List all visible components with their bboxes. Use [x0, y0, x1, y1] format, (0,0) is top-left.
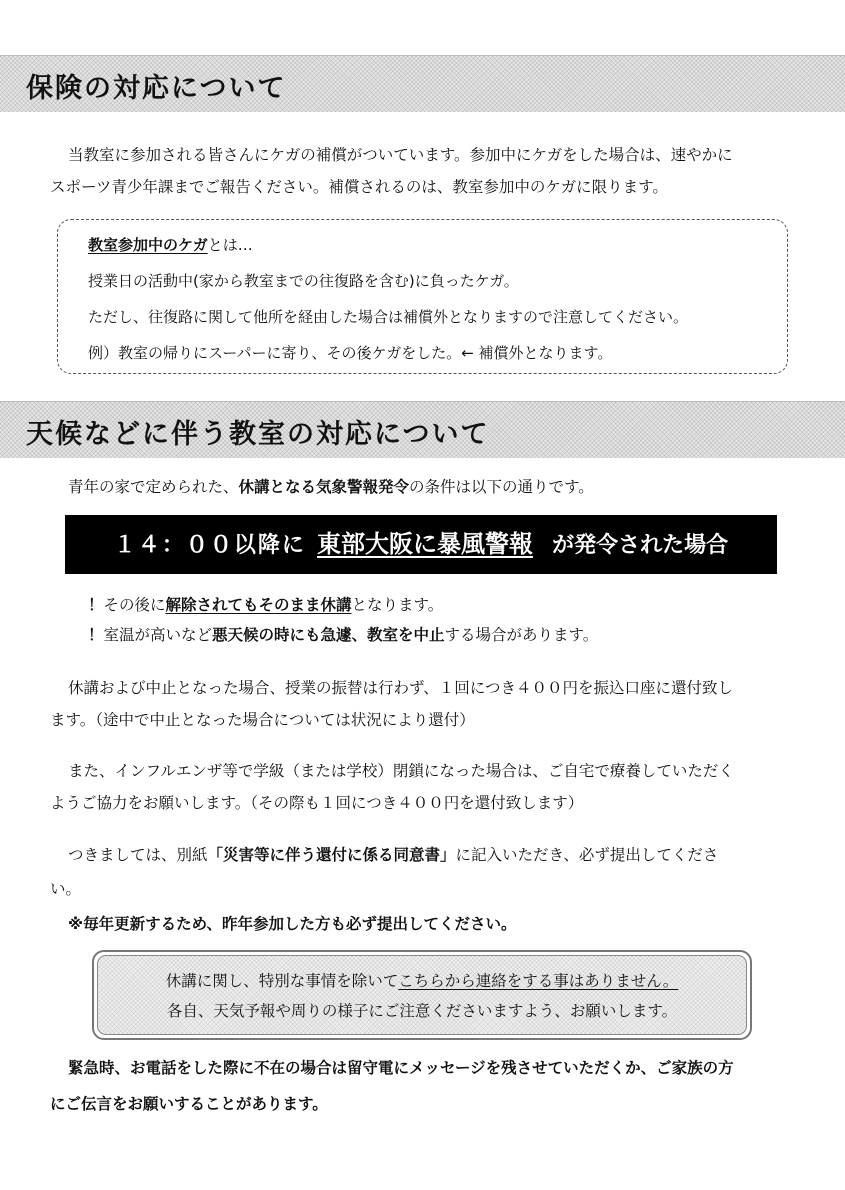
no-contact-notice-inner — [97, 955, 747, 1035]
coverage-definition-title — [88, 234, 253, 255]
insurance-paragraph-line1: 当教室に参加される皆さんにケガの補償がついています。参加中にケガをした場合は、速やかに — [68, 146, 733, 164]
note2-emphasis: 悪天候の時にも急遽、教室を中止 — [212, 626, 445, 644]
note2-text-a: 室温が高いなど — [103, 626, 213, 644]
banner-time: １４：００以降に — [113, 533, 306, 558]
note-sudden-cancellation — [88, 620, 598, 651]
insurance-paragraph-line2: スポーツ青少年課までご報告ください。補償されるのは、教室参加中のケガに限ります。 — [50, 178, 668, 196]
banner-area-warning: 東部大阪に暴風警報 — [317, 530, 533, 558]
coverage-definition-box — [57, 219, 788, 374]
banner-condition: が発令された場合 — [552, 533, 729, 558]
refund-paragraph-line1: 休講および中止となった場合、授業の振替は行わず、１回につき４００円を振込口座に還付致し — [68, 679, 733, 697]
insurance-heading: 保険の対応について — [26, 73, 287, 104]
influenza-paragraph-line2: ようご協力をお願いします。（その際も１回につき４００円を還付致します） — [50, 794, 584, 812]
note1-text-c: となります。 — [351, 596, 444, 614]
coverage-term: 教室参加中のケガ — [88, 236, 208, 254]
insurance-heading-bar — [0, 55, 845, 112]
storm-warning-banner — [65, 515, 777, 574]
notice-line1 — [98, 966, 746, 996]
coverage-definition-example: 例）教室の帰りにスーパーに寄り、その後ケガをした。← 補償外となります。 — [88, 344, 613, 362]
weather-intro-text-a: 青年の家で定められた、 — [68, 478, 239, 496]
weather-heading: 天候などに伴う教室の対応について — [26, 419, 490, 450]
weather-intro — [68, 472, 594, 503]
notice-line1-text-a: 休講に関し、特別な事情を除いて — [165, 972, 399, 990]
consent-form-name: 「災害等に伴う還付に係る同意書」 — [207, 846, 456, 864]
notice-line1-emphasis: こちらから連絡をする事はありません。 — [398, 972, 679, 990]
emergency-paragraph-line1: 緊急時、お電話をした際に不在の場合は留守電にメッセージを残させていただくか、ご家族の方 — [68, 1059, 734, 1077]
note-cancellation-stays — [88, 590, 443, 621]
consent-text-a: つきましては、別紙 — [68, 846, 208, 864]
no-contact-notice-box — [92, 950, 752, 1040]
note1-text-a: その後に — [103, 596, 166, 614]
weather-intro-text-c: の条件は以下の通りです。 — [409, 478, 594, 496]
note1-emphasis: 解除されてもそのまま休講 — [165, 596, 352, 614]
weather-intro-emphasis: 休講となる気象警報発令 — [238, 478, 410, 496]
emergency-paragraph-line2: にご伝言をお願いすることがあります。 — [50, 1095, 328, 1113]
exclamation-icon: ！ — [88, 626, 104, 644]
exclamation-icon: ！ — [88, 596, 104, 614]
annual-renewal-note: ※毎年更新するため、昨年参加した方も必ず提出してください。 — [68, 915, 517, 933]
refund-paragraph-line2: ます。（途中で中止となった場合については状況により還付） — [50, 711, 475, 729]
notice-line2: 各自、天気予報や周りの様子にご注意くださいますよう、お願いします。 — [166, 1002, 678, 1020]
coverage-term-suffix: とは… — [207, 236, 253, 254]
coverage-definition-line2: ただし、往復路に関して他所を経由した場合は補償外となりますので注意してください。 — [88, 308, 689, 326]
consent-paragraph-line1 — [68, 840, 718, 871]
influenza-paragraph-line1: また、インフルエンザ等で学級（または学校）閉鎖になった場合は、ご自宅で療養していただく — [68, 762, 734, 780]
coverage-definition-line1: 授業日の活動中(家から教室までの往復路を含む)に負ったケガ。 — [88, 272, 519, 290]
note2-text-c: する場合があります。 — [444, 626, 599, 644]
weather-heading-bar — [0, 401, 845, 458]
consent-text-c: に記入いただき、必ず提出してくださ — [455, 846, 719, 864]
consent-paragraph-line2: い。 — [50, 880, 82, 898]
